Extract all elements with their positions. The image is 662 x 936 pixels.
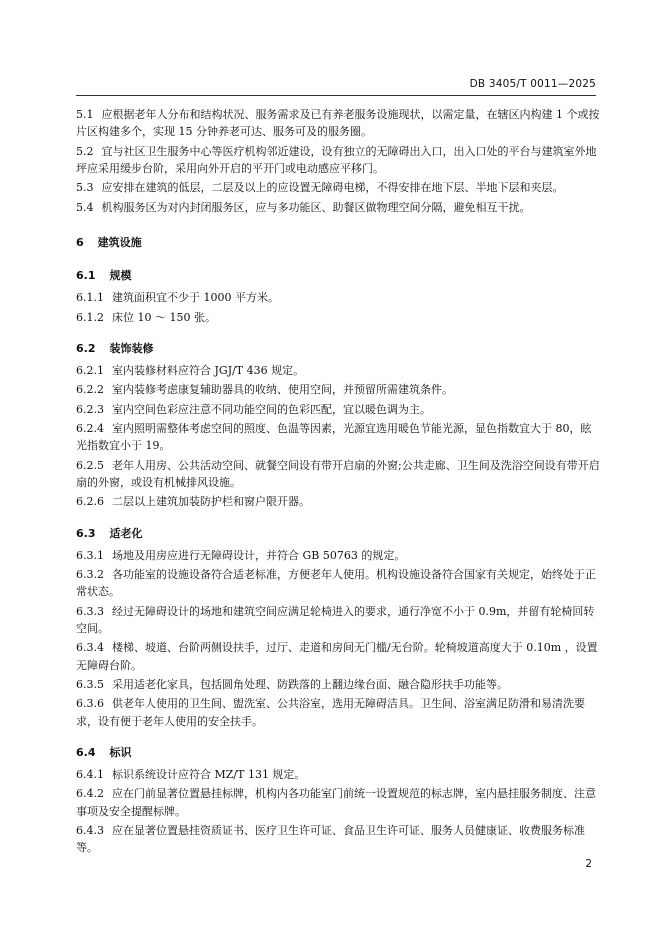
clause-text: 装饰装修: [109, 341, 154, 355]
clause-number: 6.4.2: [76, 787, 104, 801]
clause-6-1-1: [76, 289, 600, 306]
clause-6-2-6: [76, 493, 600, 510]
clause-number: 6.3.2: [76, 568, 104, 582]
clause-text: 宜与社区卫生服务中心等医疗机构邻近建设，设有独立的无障碍出入口，出入口处的平台与建筑室外地坪应采用缓步台阶，采用向外开启的平开门或电动感应平移门。: [76, 144, 597, 175]
clause-text: 建筑面积宜不少于 1000 平方米。: [112, 291, 279, 305]
clause-text: 室内装修材料应符合 JGJ/T 436 规定。: [112, 363, 305, 377]
clause-text: 标识系统设计应符合 MZ/T 131 规定。: [112, 767, 306, 781]
clause-6-4-1: [76, 766, 600, 783]
page-number: 2: [585, 858, 592, 870]
clause-number: 6.2.3: [76, 402, 104, 416]
clause-number: 6.3.6: [76, 697, 104, 711]
clause-number: 6.4.3: [76, 823, 104, 837]
clause-6-3-1: [76, 547, 600, 564]
clause-number: 6.1.1: [76, 291, 104, 305]
clause-6-4-2: [76, 785, 600, 819]
document-code: DB 3405/T 0011—2025: [469, 78, 596, 90]
clause-text: 楼梯、坡道、台阶两侧设扶手，过厅、走道和房间无门槛/无台阶。轮椅坡道高度大于 0.10m ，设置无障碍台阶。: [76, 641, 598, 672]
clause-number: 6.3.3: [76, 604, 104, 618]
clause-5-4: [76, 199, 600, 216]
clause-text: 供老年人使用的卫生间、盥洗室、公共浴室，选用无障碍洁具。卫生间、浴室满足防滑和易清洗要求，设有便于老年人使用的安全扶手。: [76, 697, 585, 728]
clause-6-2-5: [76, 457, 600, 491]
clause-number: 6.2.4: [76, 422, 104, 436]
clause-number: 6.2.1: [76, 363, 104, 377]
clause-text: 室内装修考虑康复辅助器具的收纳、使用空间，并预留所需建筑条件。: [112, 383, 453, 397]
clause-text: 建筑设施: [97, 235, 142, 249]
clause-text: 场地及用房应进行无障碍设计，并符合 GB 50763 的规定。: [112, 548, 406, 562]
clause-number: 6.3.4: [76, 641, 104, 655]
clause-number: 6.3: [76, 526, 96, 540]
clause-number: 6.3.1: [76, 548, 104, 562]
clause-5-1: [76, 106, 600, 140]
clause-text: 各功能室的设施设备符合适老标准，方便老年人使用。机构设施设备符合国家有关规定，始终处于正常状态。: [76, 568, 596, 599]
clause-number: 6.2.2: [76, 383, 104, 397]
clause-6-2-2: [76, 381, 600, 398]
clause-number: 5.4: [76, 200, 94, 214]
clause-6-1-2: [76, 309, 600, 326]
clause-text: 应安排在建筑的低层，二层及以上的应设置无障碍电梯，不得安排在地下层、半地下层和夹层。: [101, 181, 564, 195]
clause-6-2-1: [76, 362, 600, 379]
clause-text: 二层以上建筑加装防护栏和窗户限开器。: [112, 495, 310, 509]
clause-text: 经过无障碍设计的场地和建筑空间应满足轮椅进入的要求，通行净宽不小于 0.9m，并留有轮椅回转空间。: [76, 604, 595, 635]
clause-text: 应在门前显著位置悬挂标牌，机构内各功能室门前统一设置规范的标志牌，室内悬挂服务制度、注意事项及安全提醒标牌。: [76, 787, 596, 818]
clause-number: 5.2: [76, 144, 94, 158]
clause-text: 应根据老年人分布和结构状况、服务需求及已有养老服务设施现状，以需定量，在辖区内构建 1 个或按片区构建多个，实现 15 分钟养老可达、服务可及的服务圈。: [76, 108, 600, 139]
document-body: [76, 106, 600, 856]
clause-text: 标识: [109, 745, 132, 759]
clause-6-3-3: [76, 603, 600, 637]
clause-number: 6.2.5: [76, 458, 104, 472]
clause-6-3-2: [76, 566, 600, 600]
section-heading-6-2: [76, 340, 600, 357]
clause-number: 6.3.5: [76, 677, 104, 691]
clause-number: 6.1.2: [76, 310, 104, 324]
clause-text: 采用适老化家具，包括圆角处理、防跌落的上翻边缘台面、融合隐形扶手功能等。: [112, 677, 508, 691]
clause-text: 规模: [109, 268, 132, 282]
clause-6-2-4: [76, 420, 600, 454]
clause-6-3-4: [76, 639, 600, 673]
clause-number: 6.2.6: [76, 495, 104, 509]
clause-number: 6.4.1: [76, 767, 104, 781]
chapter-heading-6: [76, 234, 600, 251]
clause-number: 5.1: [76, 108, 94, 121]
clause-6-4-3: [76, 822, 600, 856]
clause-number: 6: [76, 235, 84, 249]
clause-6-2-3: [76, 401, 600, 418]
clause-number: 6.4: [76, 745, 96, 759]
clause-text: 适老化: [109, 526, 143, 540]
section-heading-6-4: [76, 744, 600, 761]
clause-text: 室内空间色彩应注意不同功能空间的色彩匹配，宜以暖色调为主。: [112, 402, 431, 416]
clause-text: 机构服务区为对内封闭服务区，应与多功能区、助餐区做物理空间分隔，避免相互干扰。: [101, 200, 531, 214]
clause-text: 室内照明需整体考虑空间的照度、色温等因素，光源宜选用暖色节能光源，显色指数宜大于 80，眩光指数宜小于 19。: [76, 422, 592, 453]
clause-6-3-5: [76, 676, 600, 693]
clause-5-2: [76, 143, 600, 177]
section-heading-6-1: [76, 267, 600, 284]
clause-number: 6.2: [76, 341, 96, 355]
section-heading-6-3: [76, 525, 600, 542]
clause-text: 应在显著位置悬挂资质证书、医疗卫生许可证、食品卫生许可证、服务人员健康证、收费服务标准等。: [76, 823, 585, 855]
clause-number: 6.1: [76, 268, 96, 282]
header-divider: [76, 95, 596, 96]
clause-5-3: [76, 179, 600, 196]
clause-number: 5.3: [76, 181, 94, 195]
clause-text: 老年人用房、公共活动空间、就餐空间设有带开启扇的外窗;公共走廊、卫生间及洗浴空间设有带开启扇的外窗，或设有机械排风设施。: [76, 458, 600, 489]
clause-6-3-6: [76, 695, 600, 729]
clause-text: 床位 10 ～ 150 张。: [112, 310, 216, 324]
